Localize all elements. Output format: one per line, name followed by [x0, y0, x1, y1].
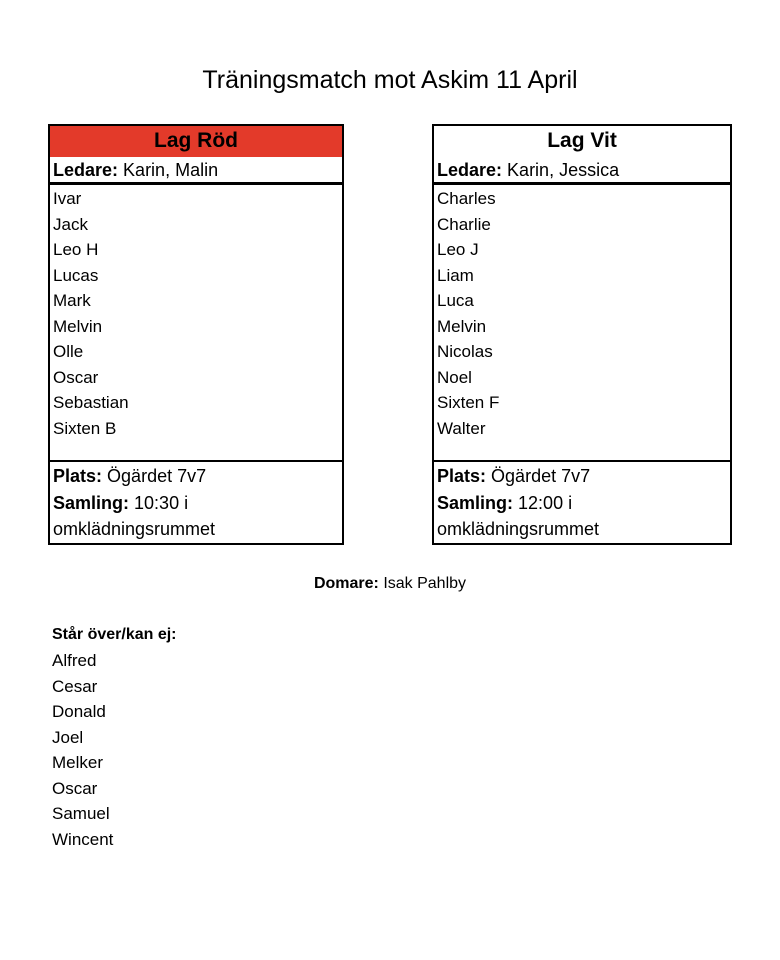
- player-item: Noel: [437, 367, 472, 387]
- player-item: Charles: [437, 189, 496, 208]
- place-value: Ögärdet 7v7: [107, 466, 207, 486]
- gathering-location: omklädningsrummet: [53, 519, 216, 539]
- place-line: [437, 463, 730, 490]
- player-item: Leo H: [53, 240, 99, 259]
- gathering-label: Samling:: [437, 492, 514, 513]
- player-item: Walter: [437, 418, 486, 438]
- gathering-line: [437, 490, 730, 517]
- absent-item: Oscar: [52, 778, 98, 798]
- leader-names: Karin, Malin: [123, 160, 219, 180]
- gathering-line: [53, 490, 342, 517]
- team-white-header: Lag Vit: [434, 126, 730, 157]
- player-item: Luca: [437, 291, 474, 310]
- leader-names: Karin, Jessica: [507, 160, 620, 180]
- gathering-time: 12:00 i: [518, 492, 573, 513]
- player-item: Leo J: [437, 240, 479, 259]
- place-line: [53, 463, 342, 490]
- absent-item: Wincent: [52, 829, 114, 849]
- absent-item: Joel: [52, 727, 84, 747]
- absent-item: Alfred: [52, 651, 97, 670]
- team-red-player-list: [50, 185, 342, 462]
- player-item: Lucas: [53, 265, 99, 285]
- referee-name: Isak Pahlby: [383, 575, 467, 592]
- player-item: Mark: [53, 291, 91, 310]
- team-white-box: [432, 124, 732, 545]
- team-white-info: [434, 462, 730, 543]
- team-white-leaders: [434, 157, 730, 185]
- player-item: Sixten F: [437, 393, 500, 412]
- absent-list: [52, 648, 177, 852]
- team-red-leaders: [50, 157, 342, 185]
- absent-title: Står över/kan ej:: [52, 626, 177, 643]
- page-title: Träningsmatch mot Askim 11 April: [202, 66, 578, 94]
- absent-item: Melker: [52, 753, 104, 772]
- player-item: Melvin: [437, 316, 487, 336]
- player-item: Liam: [437, 265, 474, 285]
- gathering-label: Samling:: [53, 492, 130, 513]
- player-item: Sixten B: [53, 418, 117, 438]
- absent-item: Donald: [52, 702, 106, 721]
- place-label: Plats:: [437, 466, 487, 486]
- referee-label: Domare:: [313, 575, 379, 592]
- team-red-header: Lag Röd: [50, 126, 342, 157]
- gathering-location: omklädningsrummet: [437, 519, 600, 539]
- leader-label: Ledare:: [437, 160, 503, 180]
- referee-line: [0, 573, 780, 595]
- player-item: Nicolas: [437, 342, 493, 361]
- player-item: Ivar: [53, 189, 82, 208]
- player-item: Jack: [53, 214, 88, 234]
- player-item: Olle: [53, 342, 84, 361]
- absent-item: Samuel: [52, 804, 110, 823]
- player-item: Melvin: [53, 316, 103, 336]
- team-red-info: [50, 462, 342, 543]
- leader-label: Ledare:: [53, 160, 119, 180]
- team-red-box: [48, 124, 344, 545]
- absent-item: Cesar: [52, 676, 98, 696]
- player-item: Oscar: [53, 367, 99, 387]
- place-label: Plats:: [53, 466, 103, 486]
- team-white-player-list: [434, 185, 730, 462]
- place-value: Ögärdet 7v7: [491, 466, 591, 486]
- absent-section: [52, 623, 177, 852]
- gathering-time: 10:30 i: [134, 492, 189, 513]
- player-item: Sebastian: [53, 393, 129, 412]
- player-item: Charlie: [437, 214, 491, 234]
